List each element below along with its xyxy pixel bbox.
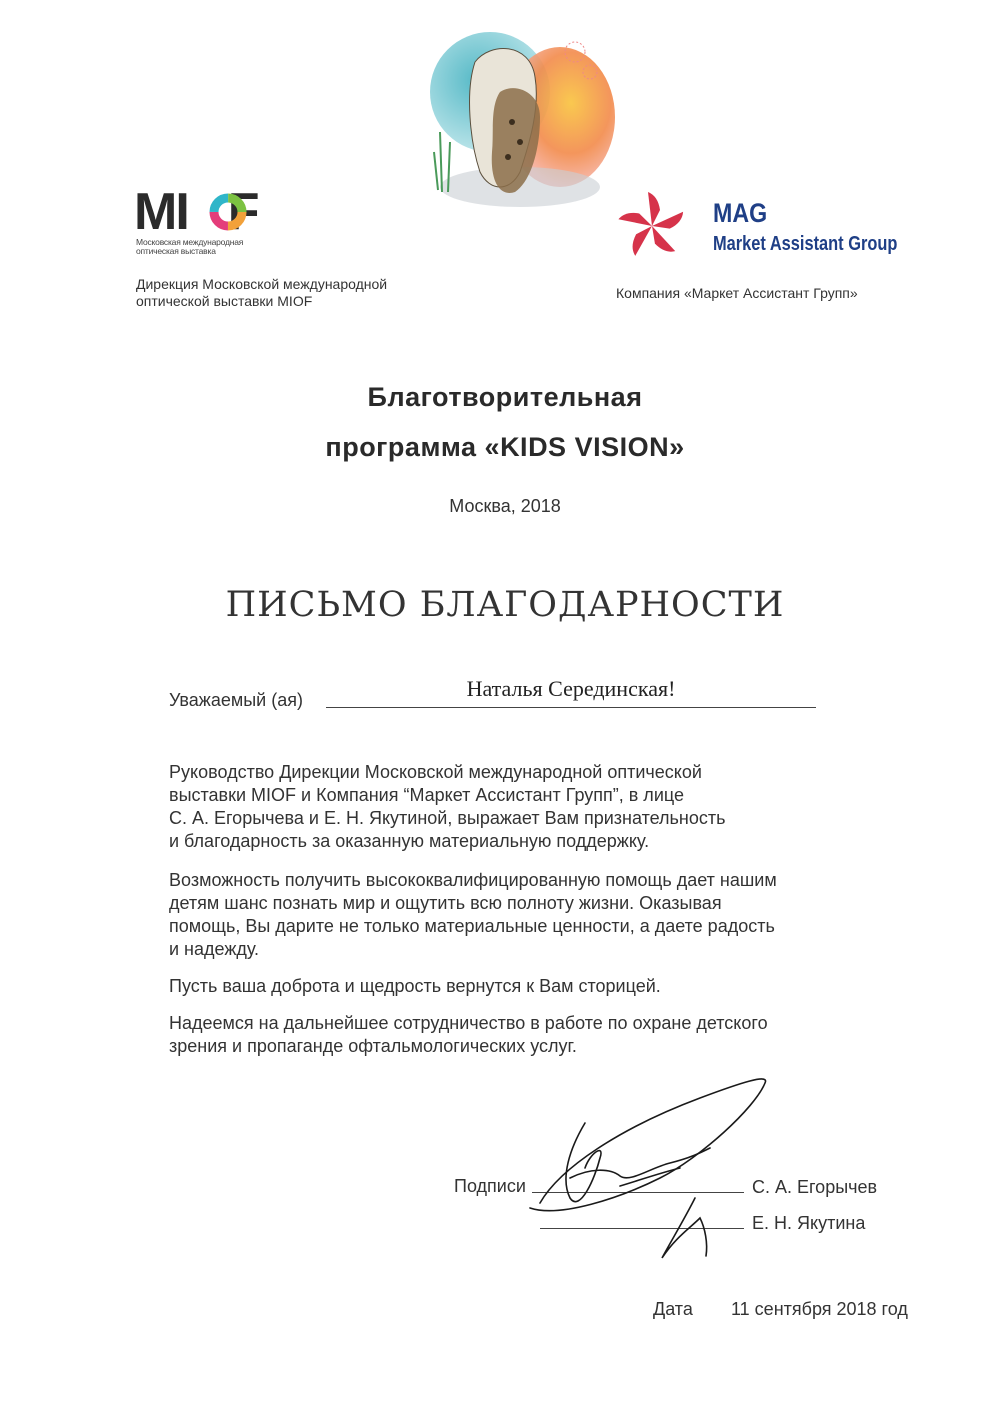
miof-subtitle-line2: оптическая выставка: [136, 246, 216, 256]
child-with-dog-illustration: [420, 22, 620, 214]
mag-flower-icon: [612, 186, 692, 266]
miof-subtitle: [136, 238, 243, 256]
miof-wordmark-left: MI: [134, 183, 188, 241]
miof-ring-icon: [208, 192, 248, 232]
date-label: Дата: [653, 1299, 693, 1319]
body-paragraph-4: Надеемся на дальнейшее сотрудничество в работе по охране детского зрения и пропаганде офтальмологических услуг.: [169, 1013, 768, 1056]
program-title-line1: Благотворительная: [367, 382, 643, 412]
salutation-label: Уважаемый (ая): [169, 690, 303, 710]
body-paragraph-1: Руководство Дирекции Московской международной оптической выставки MIOF и Компания “Маркет Ассистант Групп”, в лице С. А. Егорычева и Е. Н. Якутиной, выражает Вам признательность и благодарность за оказанную материальную поддержку.: [169, 762, 726, 851]
miof-caption: [136, 276, 387, 310]
miof-caption-line2: оптической выставки MIOF: [136, 293, 313, 309]
mag-subtitle: Market Assistant Group: [713, 233, 898, 255]
body-paragraph-2: Возможность получить высококвалифицированную помощь дает нашим детям шанс познать мир и ощутить всю полноту жизни. Оказывая помощь, Вы дарите не только материальные ценности, а даете радость и надежду.: [169, 870, 777, 959]
miof-caption-line1: Дирекция Московской международной: [136, 276, 388, 292]
miof-wordmark-right: F: [227, 183, 258, 241]
mag-title: MAG: [713, 198, 768, 228]
miof-logo: [134, 183, 284, 258]
signer-name-2: Е. Н. Якутина: [752, 1213, 866, 1233]
handwritten-signatures: [500, 1068, 790, 1268]
program-title-line2: программа «KIDS VISION»: [325, 432, 685, 462]
city-year: Москва, 2018: [449, 496, 561, 516]
letter-title: ПИСЬМО БЛАГОДАРНОСТИ: [225, 585, 785, 625]
mag-caption: Компания «Маркет Ассистант Групп»: [616, 285, 858, 301]
salutation-underline: [326, 707, 816, 708]
recipient-name: Наталья Серединская!: [466, 676, 676, 701]
date-value: 11 сентября 2018 год: [731, 1299, 908, 1319]
signer-name-1: С. А. Егорычев: [752, 1177, 878, 1197]
signatures-label: Подписи: [454, 1176, 526, 1196]
body-paragraph-3: Пусть ваша доброта и щедрость вернутся к Вам сторицей.: [169, 976, 661, 996]
miof-subtitle-line1: Московская международная: [136, 237, 244, 247]
